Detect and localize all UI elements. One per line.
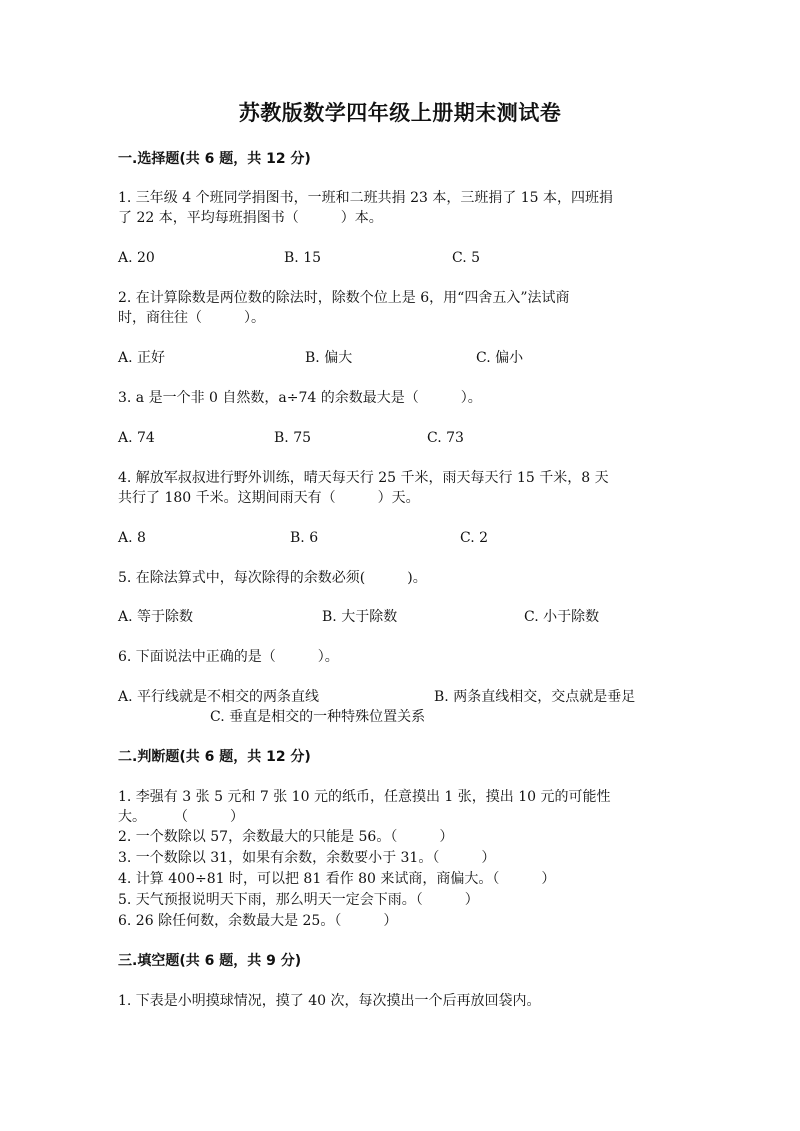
question-6-line-1: 6. 下面说法中正确的是（ ）。 [118,649,339,665]
question-5-line-1: 5. 在除法算式中，每次除得的余数必须( )。 [118,570,427,586]
question-4-line-1: 4. 解放军叔叔进行野外训练，晴天每天行 25 千米，雨天每天行 15 千米，8 天 [118,470,609,486]
fill-in-line: 1. 下表是小明摸球情况，摸了 40 次，每次摸出一个后再放回袋内。 [118,993,541,1009]
option-c: C. 偏小 [476,350,524,366]
option-b: B. 15 [284,250,322,266]
option-c: C. 5 [452,250,481,266]
exam-title: 苏教版数学四年级上册期末测试卷 [238,101,562,125]
section-heading-judgement: 二.判断题(共 6 题，共 12 分) [118,749,311,765]
question-4-line-2: 共行了 180 千米。这期间雨天有（ ）天。 [118,490,420,506]
question-2-line-2: 时，商往往（ ）。 [118,310,265,326]
judgement-line: 6. 26 除任何数，余数最大是 25。（ ） [118,913,398,929]
judgement-line: 3. 一个数除以 31，如果有余数，余数要小于 31。（ ） [118,850,496,866]
judgement-line: 2. 一个数除以 57，余数最大的只能是 56。（ ） [118,829,454,845]
option-c: C. 2 [460,530,489,546]
option-a: A. 等于除数 [118,609,194,625]
option-a: A. 平行线就是不相交的两条直线 [118,689,320,705]
option-c: C. 小于除数 [524,609,600,625]
section-heading-fill-in: 三.填空题(共 6 题，共 9 分) [118,953,302,969]
option-b: B. 两条直线相交，交点就是垂足 [434,689,636,705]
judgement-line: 5. 天气预报说明天下雨，那么明天一定会下雨。（ ） [118,892,479,908]
option-b: B. 大于除数 [322,609,398,625]
option-a: A. 正好 [118,350,166,366]
option-b: B. 偏大 [305,350,353,366]
option-a: A. 74 [118,430,155,446]
question-1-line-1: 1. 三年级 4 个班同学捐图书，一班和二班共捐 23 本，三班捐了 15 本，四班捐 [118,190,614,206]
option-a: A. 20 [118,250,155,266]
option-c: C. 垂直是相交的一种特殊位置关系 [210,709,426,725]
judgement-line: 1. 李强有 3 张 5 元和 7 张 10 元的纸币，任意摸出 1 张，摸出 10 元的可能性 [118,789,611,805]
question-1-line-2: 了 22 本，平均每班捐图书（ ）本。 [118,210,383,226]
option-b: B. 6 [290,530,319,546]
question-3-line-1: 3. a 是一个非 0 自然数，a÷74 的余数最大是（ ）。 [118,390,482,406]
section-heading-choice: 一.选择题(共 6 题，共 12 分) [118,151,311,167]
question-2-line-1: 2. 在计算除数是两位数的除法时，除数个位上是 6，用“四舍五入”法试商 [118,290,570,306]
option-a: A. 8 [118,530,146,546]
option-c: C. 73 [427,430,464,446]
judgement-line: 4. 计算 400÷81 时，可以把 81 看作 80 来试商，商偏大。（ ） [118,871,556,887]
judgement-line: 大。 （ ） [118,809,244,825]
option-b: B. 75 [274,430,312,446]
